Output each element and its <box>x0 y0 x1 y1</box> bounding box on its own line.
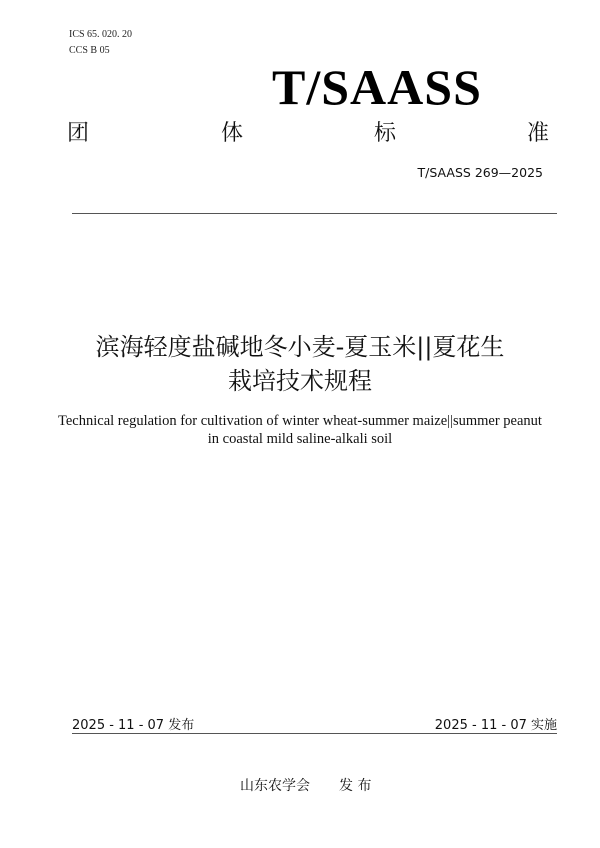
standard-type-char-1: 团 <box>67 121 90 146</box>
ics-code: ICS 65. 020. 20 <box>69 29 133 40</box>
standard-number: T/SAASS 269—2025 <box>417 165 543 180</box>
standard-type-char-3: 标 <box>374 121 397 146</box>
title-en-line-1: Technical regulation for cultivation of winter wheat-summer maize||summer peanut <box>58 413 542 429</box>
ccs-code: CCS B 05 <box>69 45 110 56</box>
title-cn-line-2: 栽培技术规程 <box>228 367 372 395</box>
publish-label: 发 布 <box>339 778 372 794</box>
title-cn-line-1: 滨海轻度盐碱地冬小麦-夏玉米||夏花生 <box>95 333 505 361</box>
standard-type-char-4: 准 <box>527 121 550 146</box>
issue-date: 2025 - 11 - 07 发布 <box>72 718 195 733</box>
brand-logo-text: T/SAASS <box>272 59 482 115</box>
publisher-name: 山东农学会 <box>240 778 310 794</box>
title-en-line-2: in coastal mild saline-alkali soil <box>207 431 393 447</box>
standard-type-char-2: 体 <box>221 121 244 146</box>
implement-date: 2025 - 11 - 07 实施 <box>434 718 557 733</box>
footer-divider <box>72 733 557 734</box>
header-divider <box>72 213 557 214</box>
